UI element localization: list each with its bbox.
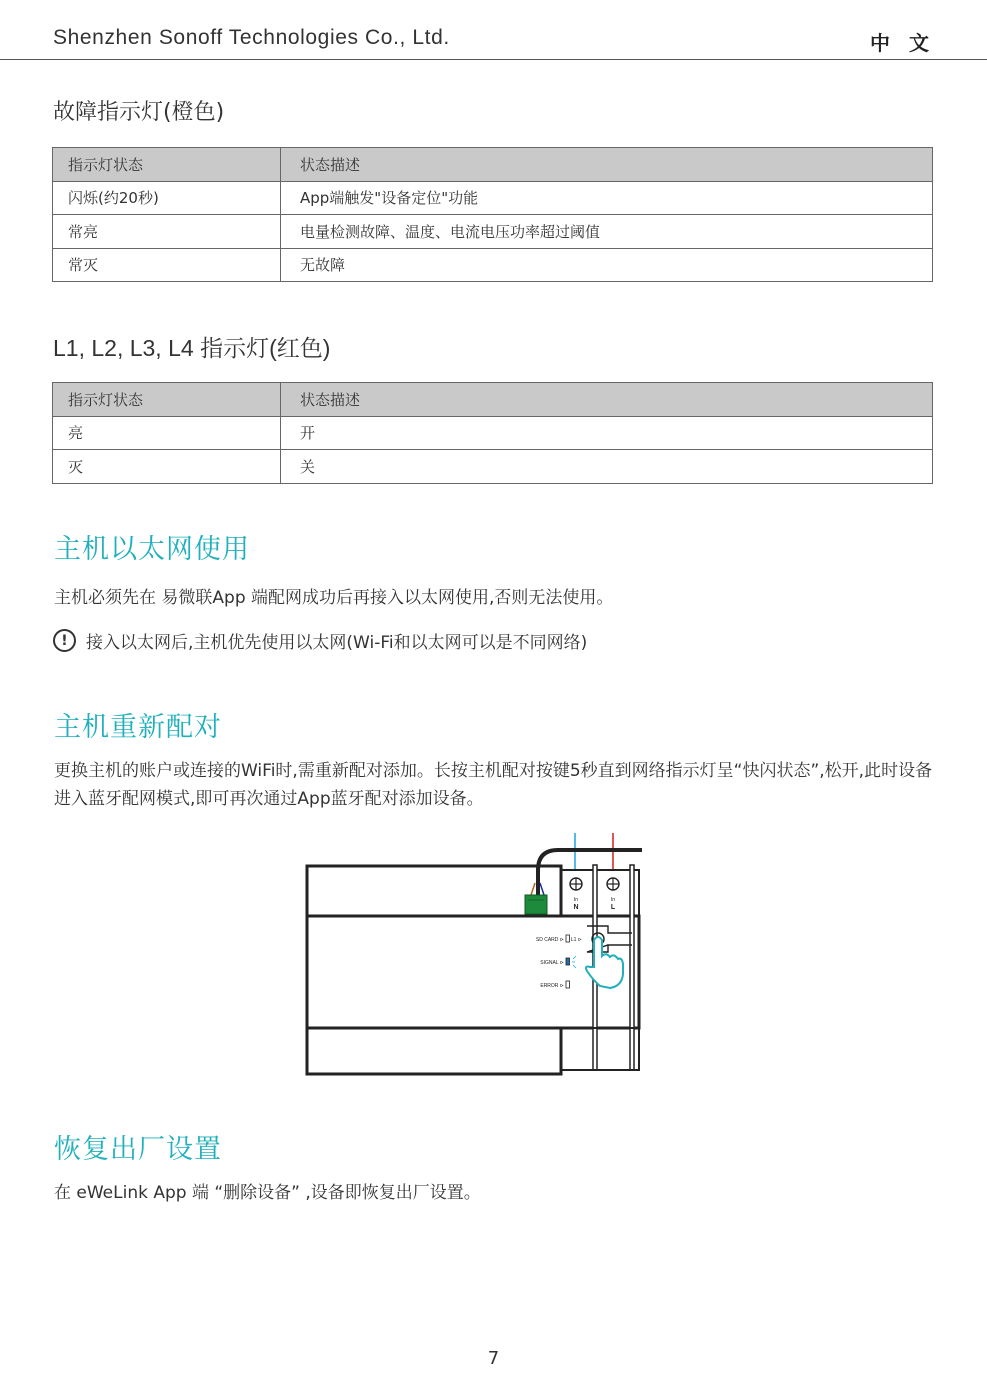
table-row: [53, 416, 933, 450]
table-header-row: [53, 148, 933, 182]
channel-led-title: L1, L2, L3, L4 指示灯(红色): [53, 335, 331, 361]
svg-text:SD CARD ⊳: SD CARD ⊳: [535, 937, 564, 943]
table-cell: 开: [281, 416, 933, 450]
svg-text:SIGNAL ⊳: SIGNAL ⊳: [540, 960, 564, 966]
table-row: [53, 248, 933, 282]
table-cell: 关: [281, 450, 933, 484]
ethernet-body: 主机必须先在 易微联App 端配网成功后再接入以太网使用,否则无法使用。: [54, 588, 614, 608]
factory-reset-body: 在 eWeLink App 端 “删除设备” ,设备即恢复出厂设置。: [54, 1183, 481, 1203]
fault-led-table: [52, 147, 933, 282]
table-row: [53, 450, 933, 484]
column-header: 状态描述: [281, 148, 933, 182]
column-header: 指示灯状态: [53, 148, 281, 182]
page-header: [0, 0, 987, 60]
note-text: 接入以太网后,主机优先使用以太网(Wi-Fi和以太网可以是不同网络): [86, 633, 588, 653]
channel-led-table: [52, 382, 933, 484]
table-cell: 闪烁(约20秒): [53, 181, 281, 215]
device-diagram: [300, 828, 650, 1080]
company-name: Shenzhen Sonoff Technologies Co., Ltd.: [53, 26, 450, 49]
table-cell: 灭: [53, 450, 281, 484]
page-number: 7: [487, 1348, 500, 1369]
svg-text:In: In: [573, 897, 579, 903]
re-pair-section-title: 主机重新配对: [54, 712, 222, 743]
ethernet-note: [53, 628, 587, 653]
column-header: 指示灯状态: [53, 383, 281, 417]
table-row: [53, 181, 933, 215]
table-cell: 无故障: [281, 248, 933, 282]
table-cell: 亮: [53, 416, 281, 450]
svg-text:ERROR ⊳: ERROR ⊳: [540, 983, 564, 989]
svg-text:L1 ⊳: L1 ⊳: [570, 937, 582, 943]
table-cell: 电量检测故障、温度、电流电压功率超过阈值: [281, 215, 933, 249]
column-header: 状态描述: [281, 383, 933, 417]
factory-reset-section-title: 恢复出厂设置: [54, 1134, 222, 1165]
re-pair-body: 更换主机的账户或连接的WiFi时,需重新配对添加。长按主机配对按键5秒直到网络指示灯呈“快闪状态”,松开,此时设备进入蓝牙配网模式,即可再次通过App蓝牙配对添加设备。: [54, 761, 933, 809]
svg-text:N: N: [573, 904, 579, 911]
svg-text:L: L: [610, 904, 616, 911]
table-cell: 常灭: [53, 248, 281, 282]
exclamation-circle-icon: !: [53, 629, 76, 652]
language-label: 中 文: [870, 31, 935, 55]
fault-led-title: 故障指示灯(橙色): [53, 100, 225, 125]
table-cell: 常亮: [53, 215, 281, 249]
ethernet-section-title: 主机以太网使用: [54, 534, 250, 565]
table-cell: App端触发"设备定位"功能: [281, 181, 933, 215]
svg-text:In: In: [610, 897, 616, 903]
table-header-row: [53, 383, 933, 417]
table-row: [53, 215, 933, 249]
